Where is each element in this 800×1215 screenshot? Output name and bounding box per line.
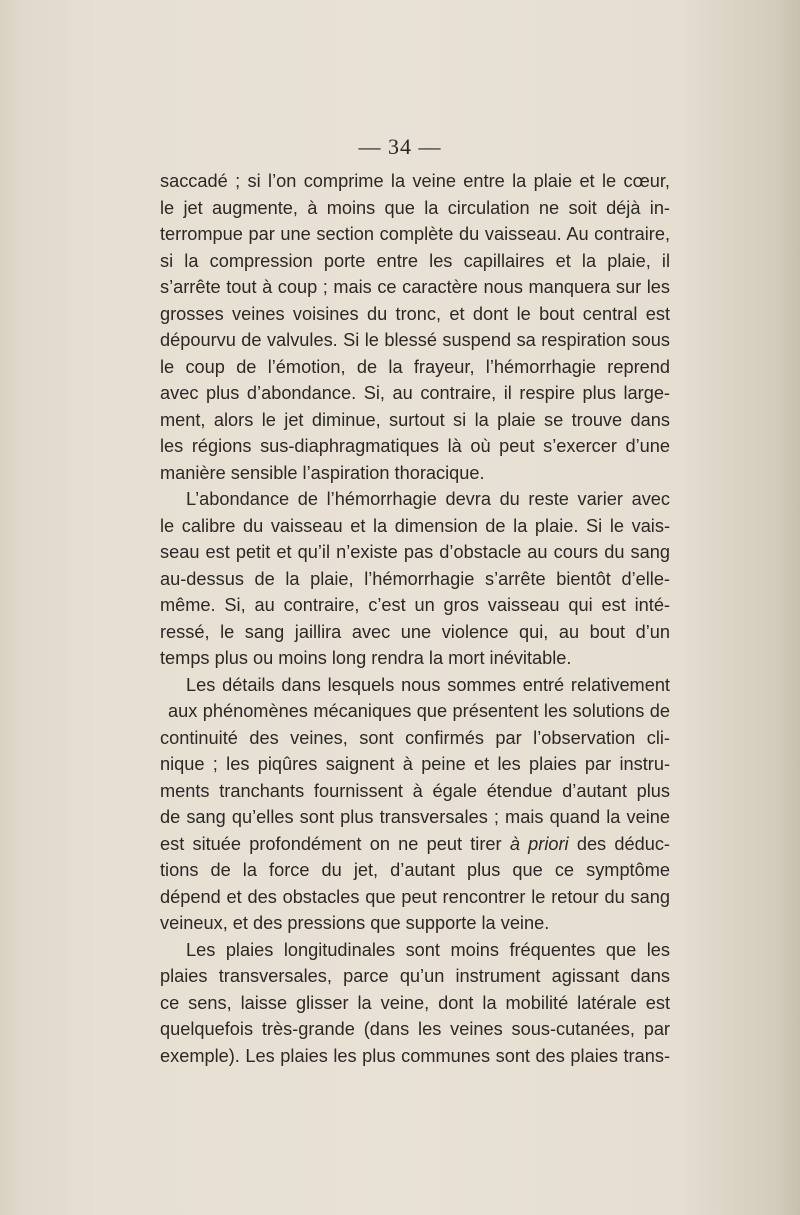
text-line: ment, alors le jet diminue, surtout si la plaie se trouve dans	[160, 409, 670, 430]
text-line: ce sens, laisse glisser la veine, dont la mobilité latérale est	[160, 992, 670, 1013]
text-line: de sang qu’elles sont plus transversales ; mais quand la veine	[160, 807, 670, 827]
text-line: ments tranchants fournissent à égale étendue d’autant plus	[160, 780, 670, 801]
text-line: ressé, le sang jaillira avec une violence qui, au bout d’un	[160, 621, 670, 642]
text-line: avec plus d’abondance. Si, au contraire, il respire plus large-	[160, 383, 670, 403]
text-line: le jet augmente, à moins que la circulation ne soit déjà in-	[160, 197, 670, 218]
text-line: tions de la force du jet, d’autant plus que ce symptôme	[160, 860, 670, 880]
text-line: saccadé ; si l’on comprime la veine entre la plaie et le cœur,	[160, 171, 670, 191]
text-line: veineux, et des pressions que supporte la veine.	[160, 913, 550, 933]
text-line: nique ; les piqûres saignent à peine et les plaies par instru-	[160, 754, 670, 774]
text-line: si la compression porte entre les capillaires et la plaie, il	[160, 250, 670, 271]
text-line	[160, 831, 670, 858]
text-line: le calibre du vaisseau et la dimension de la plaie. Si le vais-	[160, 515, 670, 536]
text-line: au-dessus de la plaie, l’hémorrhagie s’arrête bientôt d’elle-	[160, 568, 670, 589]
text-run: est située profondément on ne peut tirer	[160, 833, 502, 854]
page-number: — 34 —	[358, 134, 442, 159]
body-text	[160, 168, 670, 1069]
text-line: temps plus ou moins long rendra la mort inévitable.	[160, 648, 572, 668]
text-line: dépend et des obstacles que peut rencontrer le retour du sang	[160, 886, 670, 907]
text-line: seau est petit et qu’il n’existe pas d’obstacle au cours du sang	[160, 542, 670, 562]
text-line: les régions sus-diaphragmatiques là où peut s’exercer d’une	[160, 436, 670, 456]
text-line: terrompue par une section complète du vaisseau. Au contraire,	[160, 224, 670, 244]
text-line: même. Si, au contraire, c’est un gros vaisseau qui est inté-	[160, 595, 670, 615]
text-line: grosses veines voisines du tronc, et dont le bout central est	[160, 303, 670, 324]
text-line: le coup de l’émotion, de la frayeur, l’hémorrhagie reprend	[160, 356, 670, 377]
text-line: continuité des veines, sont confirmés par l’observation cli-	[160, 727, 670, 748]
text-line: Les détails dans lesquels nous sommes entré relativement	[186, 674, 670, 695]
text-run: des déduc-	[576, 833, 670, 854]
text-line: manière sensible l’aspiration thoracique.	[160, 462, 485, 483]
text-line: plaies transversales, parce qu’un instrument agissant dans	[160, 966, 670, 986]
italic-run: à priori	[509, 833, 569, 854]
text-line: dépourvu de valvules. Si le blessé suspend sa respiration sous	[160, 330, 670, 350]
text-line: L’abondance de l’hémorrhagie devra du reste varier avec	[186, 489, 670, 509]
text-line: aux phénomènes mécaniques que présentent les solutions de	[168, 701, 670, 721]
text-line: quelquefois très-grande (dans les veines sous-cutanées, par	[160, 1019, 670, 1039]
text-line: exemple). Les plaies les plus communes sont des plaies trans-	[160, 1045, 670, 1066]
text-line: s’arrête tout à coup ; mais ce caractère nous manquera sur les	[160, 277, 670, 297]
text-line: Les plaies longitudinales sont moins fréquentes que les	[186, 939, 670, 960]
